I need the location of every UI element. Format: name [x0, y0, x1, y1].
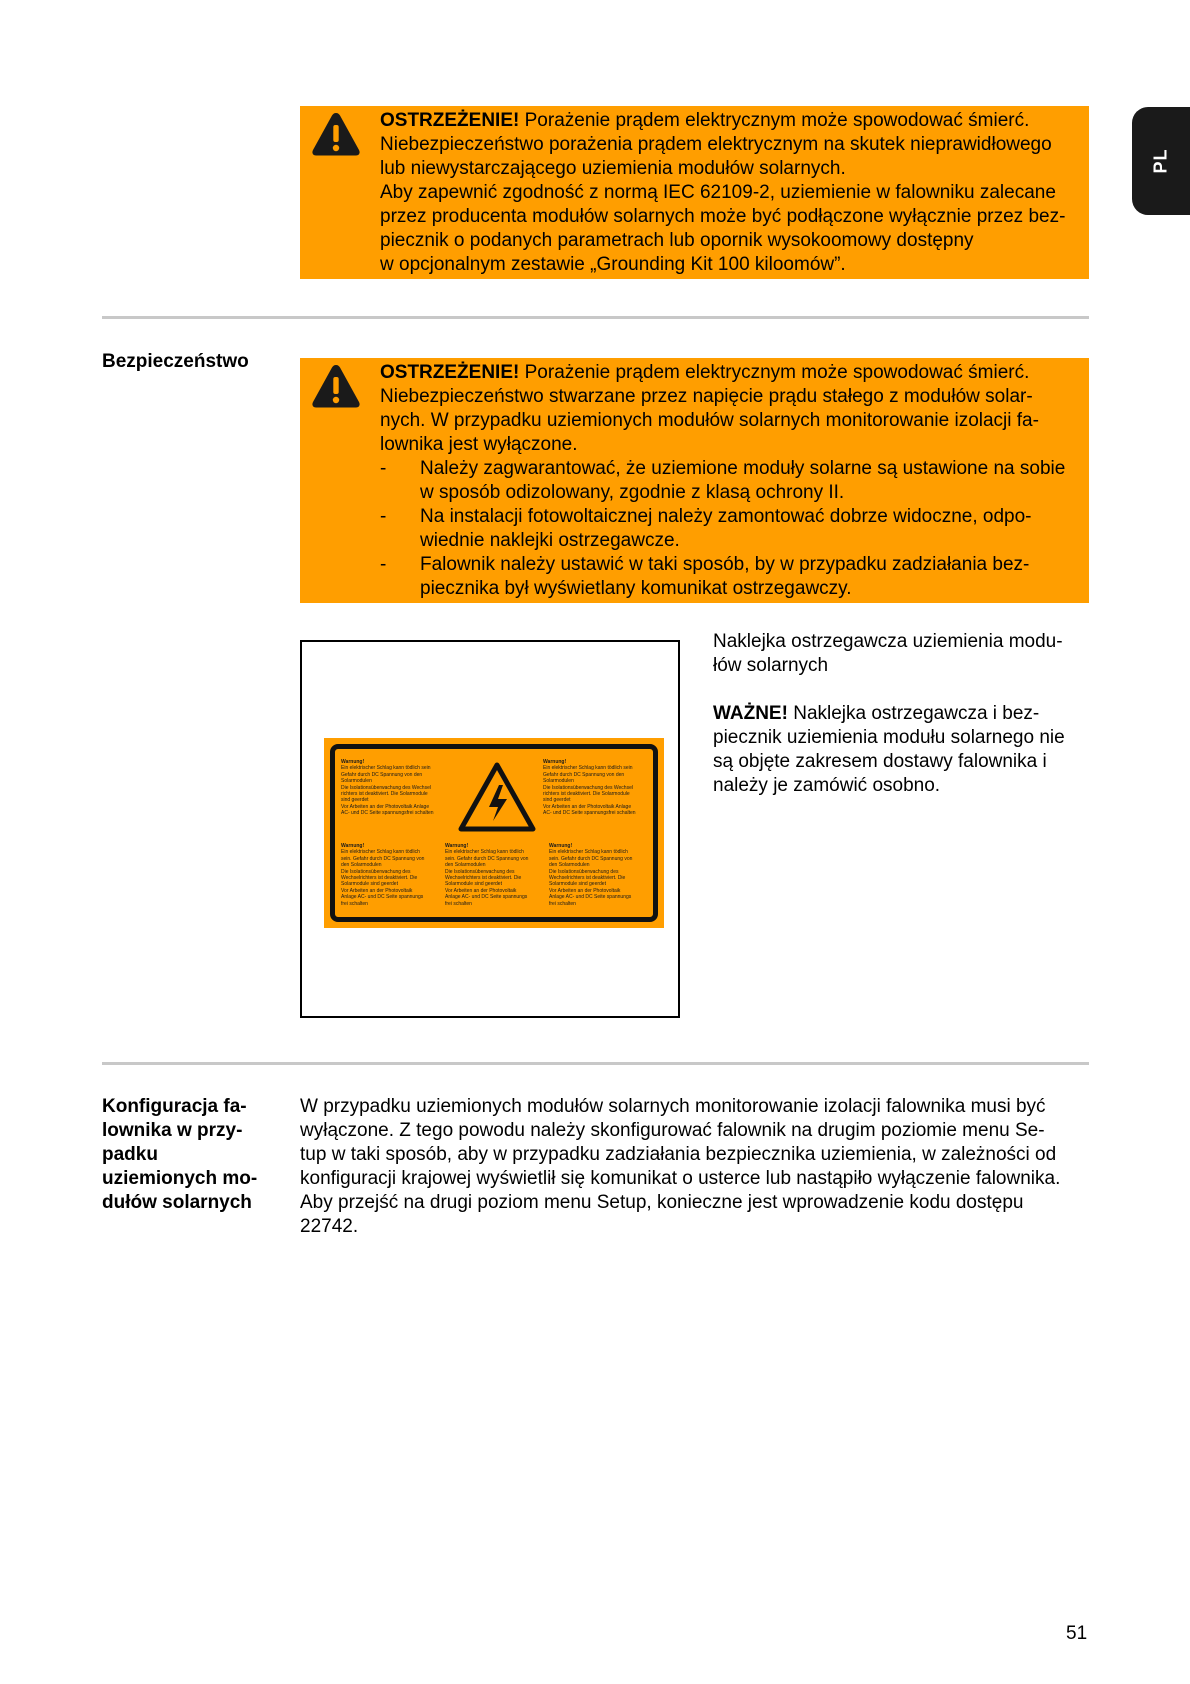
section-divider [102, 316, 1089, 319]
sticker-text-block [549, 843, 649, 907]
paragraph-line: tup w taki sposób, aby w przypadku zadziałania bezpiecznika uziemienia, w zależności od [300, 1144, 1057, 1165]
caption-line: łów solarnych [713, 655, 829, 676]
warning-sticker-frame [330, 744, 658, 922]
sticker-line: Solarmodule sind geerdet [445, 881, 502, 888]
sticker-block-title: Warnung! [543, 759, 567, 765]
sticker-line: Vor Arbeiten an der Photovoltaik Anlage [341, 803, 430, 810]
sticker-line: Wechselrichters ist deaktiviert. Die [341, 875, 418, 882]
sticker-line: Wechselrichters ist deaktiviert. Die [445, 875, 522, 882]
sticker-text-block [341, 843, 441, 907]
sticker-line: Solarmodulen [341, 778, 372, 785]
high-voltage-icon [457, 761, 537, 833]
sticker-line: frei schalten [549, 900, 576, 907]
sticker-line: sind geerdet [341, 797, 369, 804]
sticker-line: sein. Gefahr durch DC Spannung von [445, 855, 529, 862]
warning-box-grounding [300, 106, 1089, 279]
sticker-line: Gefahr durch DC Spannung von den [543, 771, 625, 778]
warning-line: lownika jest wyłączone. [380, 434, 578, 455]
heading-line: padku [102, 1144, 158, 1165]
sticker-line: sein. Gefahr durch DC Spannung von [341, 855, 425, 862]
warning-text [380, 361, 1085, 601]
heading-line: dułów solarnych [102, 1192, 252, 1213]
section-heading-safety: Bezpieczeństwo [102, 351, 249, 372]
note-line: są objęte zakresem dostawy falownika i [713, 751, 1047, 772]
warning-bullet [380, 553, 1085, 601]
sticker-line: Ein elektrischer Schlag kann tödlich sein [543, 765, 633, 772]
sticker-line: Wechselrichters ist deaktiviert. Die [549, 875, 626, 882]
note-line: należy je zamówić osobno. [713, 775, 941, 796]
sticker-line: Ein elektrischer Schlag kann tödlich [445, 849, 524, 856]
sticker-block-title: Warnung! [549, 843, 573, 849]
sticker-line: richters ist deaktiviert. Die Solarmodule [341, 791, 428, 798]
sticker-line: Solarmodulen [543, 778, 574, 785]
sticker-block-title: Warnung! [341, 843, 365, 849]
sticker-line: AC- und DC Seite spannungsfrei schalten [543, 810, 636, 817]
bullet-line: wiednie naklejki ostrzegawcze. [420, 530, 680, 551]
language-tab [1132, 107, 1190, 215]
sticker-line: Ein elektrischer Schlag kann tödlich [341, 849, 420, 856]
warning-line: nych. W przypadku uziemionych modułów solarnych monitorowanie izolacji fa- [380, 410, 1039, 431]
bullet-line: w sposób odizolowany, zgodnie z klasą ochrony II. [420, 482, 845, 503]
bullet-line: Na instalacji fotowoltaicznej należy zamontować dobrze widoczne, odpo- [420, 506, 1032, 527]
sticker-line: Gefahr durch DC Spannung von den [341, 771, 423, 778]
sticker-text-block [543, 759, 643, 817]
sticker-line: Solarmodule sind geerdet [549, 881, 606, 888]
warning-bullet [380, 457, 1085, 505]
paragraph-line: wyłączone. Z tego powodu należy skonfigurować falownik na drugim poziomie menu Se- [300, 1120, 1045, 1141]
sticker-line: Anlage AC- und DC Seite spannungs [341, 894, 424, 901]
sticker-line: sind geerdet [543, 797, 571, 804]
bullet-dash: - [380, 458, 387, 479]
warning-lead: Porażenie prądem elektrycznym może spowodować śmierć. [519, 362, 1030, 383]
paragraph-line: konfiguracji krajowej wyświetlił się komunikat o usterce lub nastąpiło wyłączenie falownika. [300, 1168, 1061, 1189]
paragraph-line: W przypadku uziemionych modułów solarnych monitorowanie izolacji falownika musi być [300, 1096, 1046, 1117]
sticker-line: Vor Arbeiten an der Photovoltaik Anlage [543, 803, 632, 810]
warning-line: lub niewystarczającego uziemienia modułów solarnych. [380, 158, 846, 179]
sticker-line: Die Isolationsüberwachung des Wechsel [341, 784, 431, 791]
sticker-line: den Solarmodulen [549, 862, 590, 869]
warning-triangle-icon [311, 111, 361, 157]
note-label: WAŻNE! [713, 703, 788, 724]
sticker-line: den Solarmodulen [341, 862, 382, 869]
sticker-line: Die Isolationsüberwachung des [341, 868, 411, 875]
bullet-dash: - [380, 554, 387, 575]
note-line: Naklejka ostrzegawcza i bez- [787, 703, 1040, 724]
sticker-line: Anlage AC- und DC Seite spannungs [445, 894, 528, 901]
sticker-line: Ein elektrischer Schlag kann tödlich [549, 849, 628, 856]
sticker-line: richters ist deaktiviert. Die Solarmodule [543, 791, 630, 798]
section-heading-config [102, 1095, 277, 1215]
sticker-text-block [341, 759, 441, 817]
bullet-line: Falownik należy ustawić w taki sposób, by w przypadku zadziałania bez- [420, 554, 1030, 575]
sticker-line: AC- und DC Seite spannungsfrei schalten [341, 810, 434, 817]
warning-line: piecznik o podanych parametrach lub opornik wysokoomowy dostępny [380, 230, 974, 251]
sticker-line: Vor Arbeiten an der Photovoltaik [549, 887, 621, 894]
warning-bullet-list [380, 457, 1085, 601]
sticker-line: Die Isolationsüberwachung des [549, 868, 619, 875]
sticker-line: Ein elektrischer Schlag kann tödlich sein [341, 765, 431, 772]
sticker-line: Die Isolationsüberwachung des [445, 868, 515, 875]
warning-line: przez producenta modułów solarnych może być podłączone wyłącznie przez bez- [380, 206, 1066, 227]
warning-title: OSTRZEŻENIE! [380, 362, 520, 383]
page-number: 51 [1066, 1623, 1088, 1644]
sticker-line: den Solarmodulen [445, 862, 486, 869]
heading-line: uziemionych mo- [102, 1168, 258, 1189]
sticker-figure [300, 640, 680, 1018]
sticker-line: Anlage AC- und DC Seite spannungs [549, 894, 632, 901]
paragraph-line: 22742. [300, 1216, 359, 1237]
important-note [713, 702, 1093, 798]
warning-line: w opcjonalnym zestawie „Grounding Kit 100 kiloomów”. [380, 254, 846, 275]
warning-bullet [380, 505, 1085, 553]
sticker-line: Vor Arbeiten an der Photovoltaik [341, 887, 413, 894]
sticker-line: frei schalten [341, 900, 368, 907]
heading-line: lownika w przy- [102, 1120, 243, 1141]
note-line: piecznik uziemienia modułu solarnego nie [713, 727, 1065, 748]
language-tab-label: PL [1150, 148, 1171, 174]
sticker-block-title: Warnung! [445, 843, 469, 849]
bullet-dash: - [380, 506, 387, 527]
sticker-line: Vor Arbeiten an der Photovoltaik [445, 887, 517, 894]
figure-caption [713, 630, 1093, 678]
bullet-line: Należy zagwarantować, że uziemione moduły solarne są ustawione na sobie [420, 458, 1066, 479]
warning-line: Aby zapewnić zgodność z normą IEC 62109-2, uziemienie w falowniku zalecane [380, 182, 1056, 203]
sticker-block-title: Warnung! [341, 759, 365, 765]
warning-sticker [324, 738, 664, 928]
warning-box-dc-voltage [300, 358, 1089, 603]
bullet-line: piecznika był wyświetlany komunikat ostrzegawczy. [420, 578, 852, 599]
sticker-line: sein. Gefahr durch DC Spannung von [549, 855, 633, 862]
warning-line: Niebezpieczeństwo stwarzane przez napięcie prądu stałego z modułów solar- [380, 386, 1033, 407]
sticker-line: Solarmodule sind geerdet [341, 881, 398, 888]
warning-lead: Porażenie prądem elektrycznym może spowodować śmierć. [519, 110, 1030, 131]
sticker-line: frei schalten [445, 900, 472, 907]
heading-line: Konfiguracja fa- [102, 1096, 247, 1117]
warning-triangle-icon [311, 363, 361, 409]
config-paragraph [300, 1095, 1100, 1239]
section-divider [102, 1062, 1089, 1065]
sticker-line: Die Isolationsüberwachung des Wechsel [543, 784, 633, 791]
warning-line: Niebezpieczeństwo porażenia prądem elektrycznym na skutek nieprawidłowego [380, 134, 1052, 155]
warning-title: OSTRZEŻENIE! [380, 110, 520, 131]
sticker-text-block [445, 843, 545, 907]
caption-line: Naklejka ostrzegawcza uziemienia modu- [713, 631, 1063, 652]
warning-text [380, 109, 1085, 277]
paragraph-line: Aby przejść na drugi poziom menu Setup, konieczne jest wprowadzenie kodu dostępu [300, 1192, 1024, 1213]
